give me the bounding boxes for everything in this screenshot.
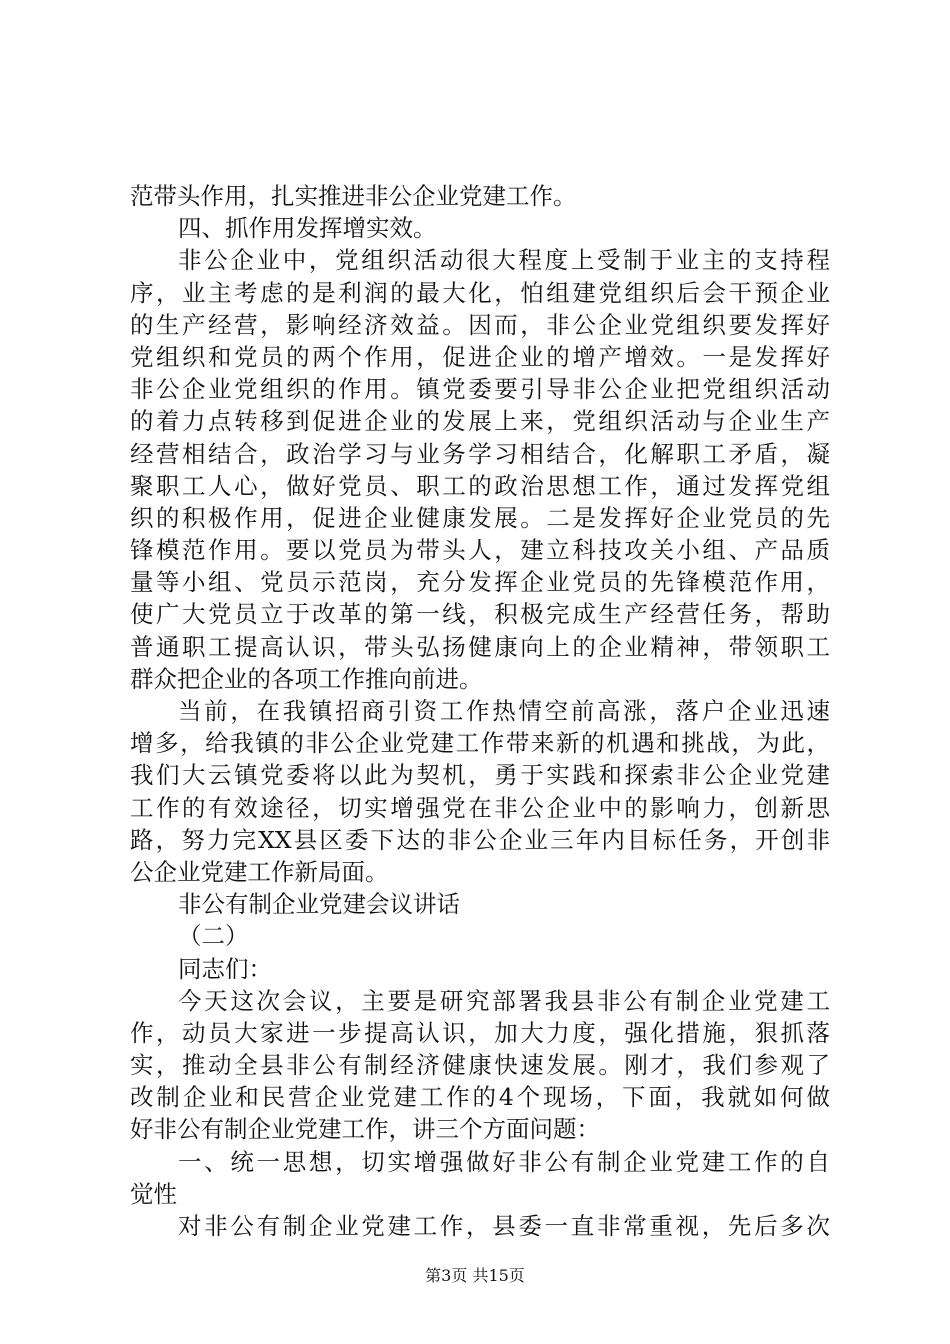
text-line: 党组织和党员的两个作用，促进企业的增产增效。一是发挥好 xyxy=(130,342,830,371)
text-line: 非公有制企业党建会议讲话 xyxy=(178,890,460,919)
text-line: 作，动员大家进一步提高认识，加大力度，强化措施，狠抓落 xyxy=(130,1018,830,1047)
text-line: 的着力点转移到促进企业的发展上来，党组织活动与企业生产 xyxy=(130,407,830,436)
text-line: 的生产经营，影响经济效益。因而，非公企业党组织要发挥好 xyxy=(130,310,830,339)
text-line: 使广大党员立于改革的第一线，积极完成生产经营任务，帮助 xyxy=(130,600,830,629)
text-line: 同志们： xyxy=(178,954,272,983)
text-line: 对非公有制企业党建工作，县委一直非常重视，先后多次 xyxy=(178,1212,830,1240)
text-line: 非公企业党组织的作用。镇党委要引导非公企业把党组织活动 xyxy=(130,375,830,404)
text-line: 我们大云镇党委将以此为契机，勇于实践和探索非公企业党建 xyxy=(130,761,830,790)
text-line: 增多，给我镇的非公企业党建工作带来新的机遇和挑战，为此， xyxy=(130,729,830,758)
text-line: 普通职工提高认识，带头弘扬健康向上的企业精神，带领职工 xyxy=(130,632,830,661)
document-body xyxy=(130,180,830,1242)
text-line: 改制企业和民营企业党建工作的4个现场，下面，我就如何做 xyxy=(130,1083,830,1112)
text-line: 实，推动全县非公有制经济健康快速发展。刚才，我们参观了 xyxy=(130,1051,830,1080)
text-line: 聚职工人心，做好党员、职工的政治思想工作，通过发挥党组 xyxy=(130,471,830,500)
text-line: 群众把企业的各项工作推向前进。 xyxy=(130,664,483,693)
text-line: 经营相结合，政治学习与业务学习相结合，化解职工矛盾，凝 xyxy=(130,439,830,468)
text-line: 公企业党建工作新局面。 xyxy=(130,857,389,886)
text-line: 工作的有效途径，切实增强党在非公企业中的影响力，创新思 xyxy=(130,793,830,822)
text-line: 好非公有制企业党建工作，讲三个方面问题： xyxy=(130,1115,600,1144)
text-line: 序，业主考虑的是利润的最大化，怕组建党组织后会干预企业 xyxy=(130,278,830,307)
text-line: 今天这次会议，主要是研究部署我县非公有制企业党建工 xyxy=(178,986,830,1015)
text-line: 量等小组、党员示范岗，充分发挥企业党员的先锋模范作用， xyxy=(130,568,830,597)
text-line: 一、统一思想，切实增强做好非公有制企业党建工作的自 xyxy=(178,1147,830,1176)
text-line: 范带头作用，扎实推进非公企业党建工作。 xyxy=(130,182,577,210)
text-line: 锋模范作用。要以党员为带头人，建立科技攻关小组、产品质 xyxy=(130,536,830,565)
text-line: （二） xyxy=(178,922,249,951)
text-line: 觉性 xyxy=(130,1179,177,1208)
text-line: 当前，在我镇招商引资工作热情空前高涨，落户企业迅速 xyxy=(178,697,830,725)
text-line: 织的积极作用，促进企业健康发展。二是发挥好企业党员的先 xyxy=(130,503,830,532)
text-line: 路，努力完XX县区委下达的非公企业三年内目标任务，开创非 xyxy=(130,825,830,854)
page-footer: 第3页 共15页 xyxy=(425,1266,525,1285)
text-line: 非公企业中，党组织活动很大程度上受制于业主的支持程 xyxy=(178,246,830,275)
text-line: 四、抓作用发挥增实效。 xyxy=(178,214,437,243)
